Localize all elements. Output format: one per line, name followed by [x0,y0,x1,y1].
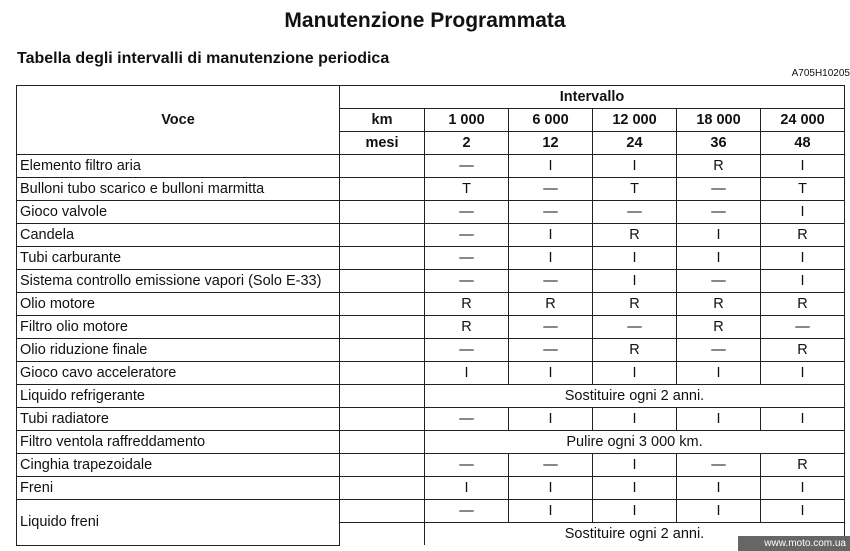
row-value: I [677,477,761,500]
table-subtitle: Tabella degli intervalli di manutenzione periodica [17,50,390,67]
row-spacer [340,316,425,339]
row-value: I [509,408,593,431]
row-value: I [677,362,761,385]
row-spacer [340,385,425,408]
row-value: — [425,201,509,224]
row-value: R [761,339,845,362]
table-row [17,339,845,362]
row-voce: Bulloni tubo scarico e bulloni marmitta [17,178,340,201]
row-value: I [593,454,677,477]
row-spacer [340,270,425,293]
row-value: R [593,224,677,247]
row-value: I [761,155,845,178]
table-row [17,293,845,316]
row-value: I [761,477,845,500]
row-value: I [761,201,845,224]
row-value: — [425,155,509,178]
row-value: R [761,454,845,477]
row-value: — [677,339,761,362]
table-row [17,408,845,431]
row-voce: Tubi carburante [17,247,340,270]
row-value: I [509,362,593,385]
row-value: — [593,316,677,339]
row-value: — [425,339,509,362]
row-voce: Olio motore [17,293,340,316]
row-value: I [761,362,845,385]
row-value: I [509,247,593,270]
row-value: — [677,270,761,293]
row-spacer [340,247,425,270]
header-km-cell: 24 000 [761,109,845,132]
row-value: R [677,155,761,178]
row-spacer [340,224,425,247]
header-km-cell: 18 000 [677,109,761,132]
table-row [17,201,845,224]
row-value: — [425,454,509,477]
table-row [17,270,845,293]
row-value: — [509,339,593,362]
row-value: I [761,247,845,270]
header-mesi-label: mesi [340,132,425,155]
row-value: I [593,155,677,178]
row-voce: Filtro ventola raffreddamento [17,431,340,454]
row-value: — [509,270,593,293]
row-spacer [340,178,425,201]
row-value: — [677,454,761,477]
row-value: R [509,293,593,316]
row-note: Sostituire ogni 2 anni. [425,385,845,408]
row-value: — [509,201,593,224]
row-value: R [425,293,509,316]
row-value: R [677,293,761,316]
table-row [17,477,845,500]
row-spacer [340,500,425,523]
row-voce: Sistema controllo emissione vapori (Solo E-33) [17,270,340,293]
maintenance-table [16,85,845,546]
row-spacer [340,362,425,385]
row-value: I [761,408,845,431]
row-value: I [425,362,509,385]
table-row [17,155,845,178]
header-mesi-cell: 12 [509,132,593,155]
header-mesi-cell: 48 [761,132,845,155]
row-voce: Liquido freni [17,500,340,546]
row-value: T [761,178,845,201]
table-row [17,224,845,247]
row-voce: Candela [17,224,340,247]
row-value: I [509,224,593,247]
row-value: — [677,178,761,201]
row-value: I [677,500,761,523]
header-row-intervallo [17,86,845,109]
row-value: — [509,454,593,477]
table-row [17,454,845,477]
row-voce: Freni [17,477,340,500]
row-value: R [677,316,761,339]
row-spacer [340,523,425,546]
row-spacer [340,454,425,477]
row-value: — [677,201,761,224]
row-value: I [593,270,677,293]
row-value: I [593,247,677,270]
row-note: Sostituire ogni 2 anni. [425,523,845,546]
row-value: I [509,477,593,500]
row-voce: Gioco valvole [17,201,340,224]
row-value: I [761,270,845,293]
row-note: Pulire ogni 3 000 km. [425,431,845,454]
row-spacer [340,201,425,224]
header-km-cell: 12 000 [593,109,677,132]
document-code: A705H10205 [791,68,850,79]
row-voce: Tubi radiatore [17,408,340,431]
row-value: R [425,316,509,339]
header-mesi-cell: 24 [593,132,677,155]
header-km-cell: 6 000 [509,109,593,132]
row-voce: Elemento filtro aria [17,155,340,178]
row-voce: Gioco cavo acceleratore [17,362,340,385]
table-row [17,316,845,339]
row-value: I [593,477,677,500]
row-spacer [340,431,425,454]
row-value: R [761,224,845,247]
table-row [17,500,845,523]
table-row [17,385,845,408]
row-voce: Filtro olio motore [17,316,340,339]
row-value: — [425,224,509,247]
row-value: I [677,247,761,270]
row-value: I [593,500,677,523]
row-value: I [677,408,761,431]
row-value: — [425,408,509,431]
row-value: T [425,178,509,201]
row-value: R [593,339,677,362]
row-value: R [593,293,677,316]
row-value: — [509,178,593,201]
row-value: T [593,178,677,201]
row-voce: Cinghia trapezoidale [17,454,340,477]
table-row [17,431,845,454]
row-value: I [509,500,593,523]
table-row [17,247,845,270]
row-value: I [593,362,677,385]
row-value: — [425,500,509,523]
row-value: — [593,201,677,224]
header-km-label: km [340,109,425,132]
row-spacer [340,155,425,178]
row-value: I [425,477,509,500]
header-mesi-cell: 36 [677,132,761,155]
row-spacer [340,293,425,316]
row-value: I [509,155,593,178]
page-title: Manutenzione Programmata [284,9,566,32]
row-value: — [425,247,509,270]
watermark: www.moto.com.ua [738,536,850,551]
row-value: — [761,316,845,339]
header-mesi-cell: 2 [425,132,509,155]
row-value: — [425,270,509,293]
row-value: I [593,408,677,431]
row-voce: Liquido refrigerante [17,385,340,408]
table-row [17,362,845,385]
row-value: — [509,316,593,339]
row-value: I [761,500,845,523]
header-km-cell: 1 000 [425,109,509,132]
header-voce: Voce [17,86,340,155]
row-value: I [677,224,761,247]
row-spacer [340,408,425,431]
header-intervallo: Intervallo [340,86,845,109]
row-value: R [761,293,845,316]
row-spacer [340,477,425,500]
row-voce: Olio riduzione finale [17,339,340,362]
row-spacer [340,339,425,362]
table-row [17,178,845,201]
